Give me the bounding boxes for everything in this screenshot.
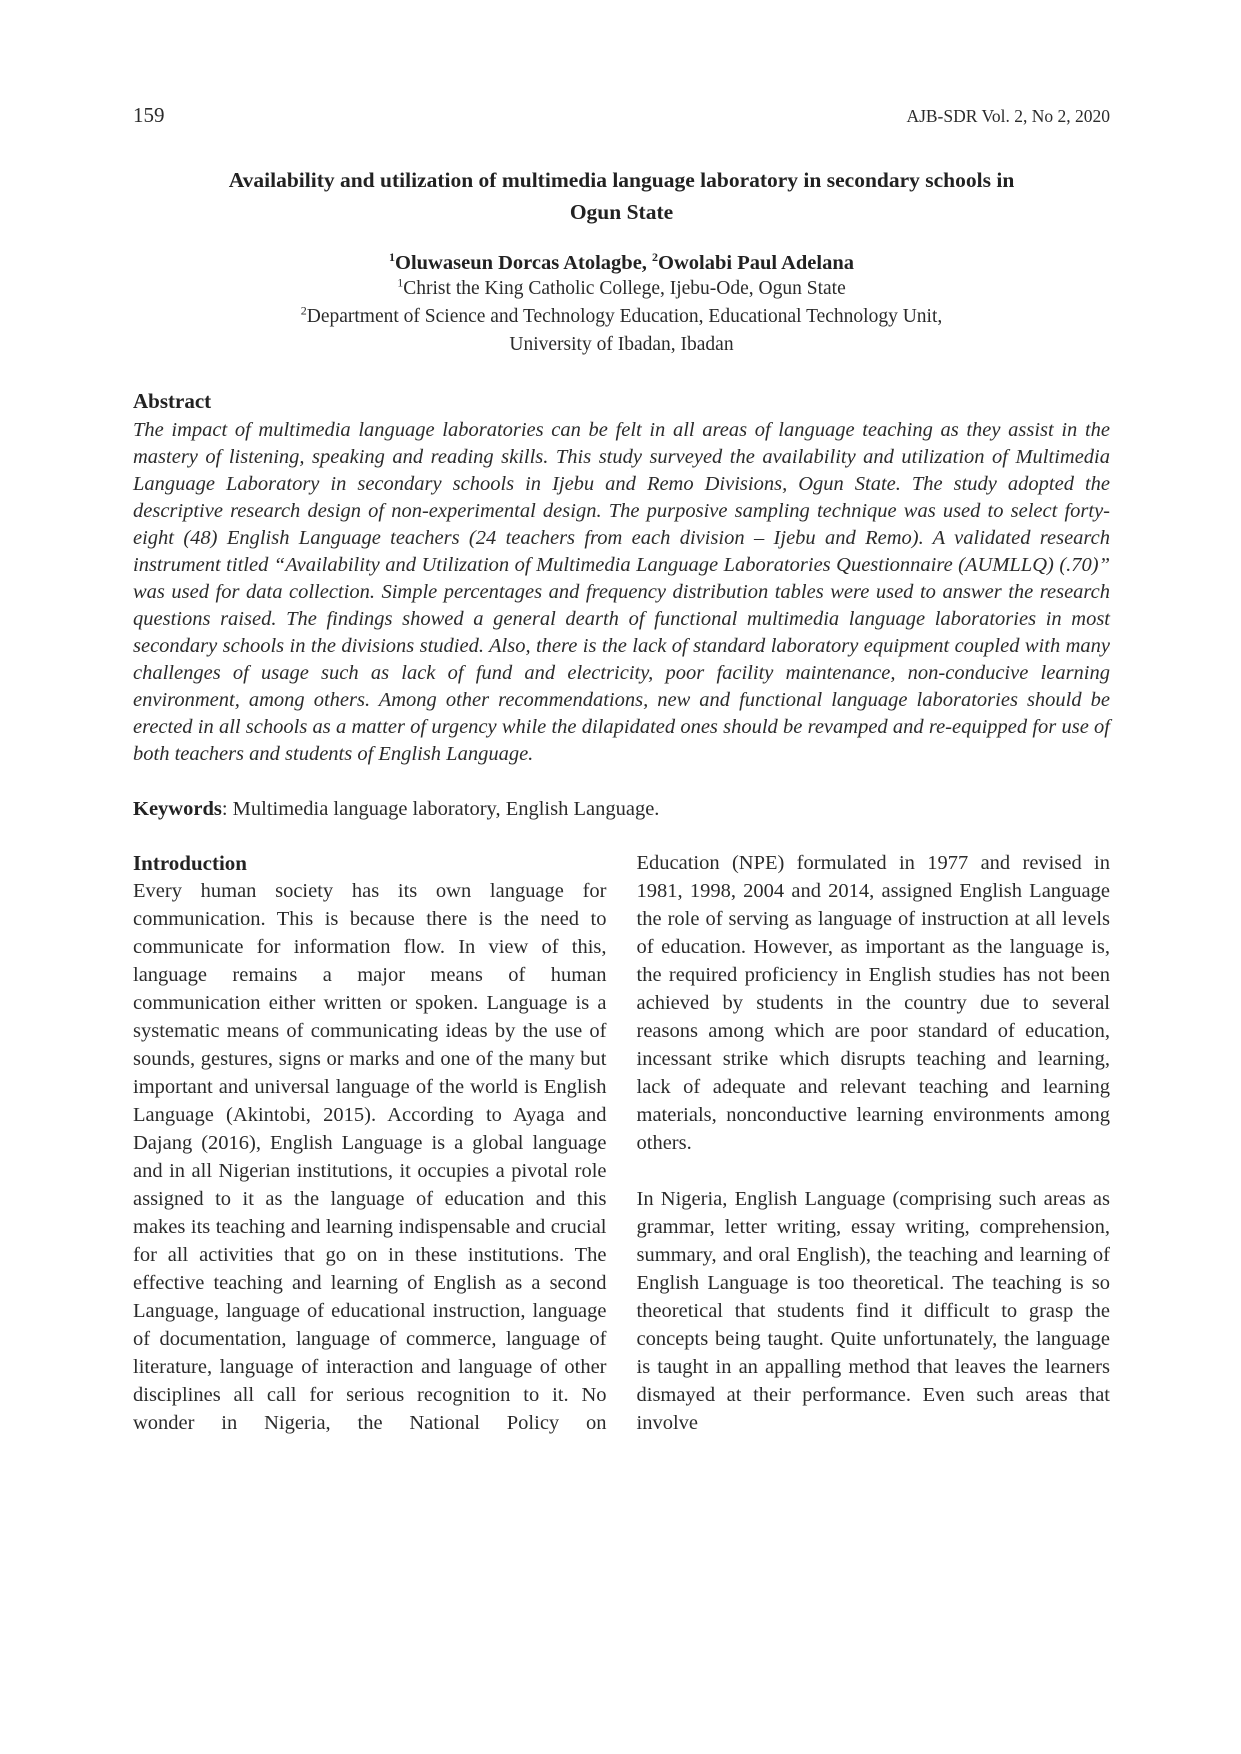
introduction-right-column bbox=[637, 849, 1111, 1437]
introduction-right-paragraph-2: In Nigeria, English Language (comprising such areas as grammar, letter writing, essay writing, comprehension, summary, and oral English), the teaching and learning of English Language is too theoretical. The teaching is so theoretical that students find it difficult to grasp the concepts being taught. Quite unfortunately, the language is taught in an appalling method that leaves the learners dismayed at their performance. Even such areas that involve bbox=[636, 1188, 1110, 1434]
abstract-heading: Abstract bbox=[133, 389, 212, 413]
authors-line bbox=[133, 252, 1110, 275]
author-2-name: Owolabi Paul Adelana bbox=[658, 252, 854, 274]
introduction-section bbox=[133, 849, 1110, 1437]
introduction-heading: Introduction bbox=[133, 851, 247, 875]
author-2-superscript: 2 bbox=[652, 250, 659, 265]
author-1-superscript: 1 bbox=[389, 250, 396, 265]
affiliation-2 bbox=[133, 303, 1110, 331]
abstract-body: The impact of multimedia language laboratories can be felt in all areas of language teaching as they assist in the mastery of listening, speaking and reading skills. This study surveyed the availability and utilization of Multimedia Language Laboratory in secondary schools in Ijebu and Remo Divisions, Ogun State. The study adopted the descriptive research design of non-experimental design. The purposive sampling technique was used to select forty-eight (48) English Language teachers (24 teachers from each division – Ijebu and Remo). A validated research instrument titled “Availability and Utilization of Multimedia Language Laboratories Questionnaire (AUMLLQ) (.70)” was used for data collection. Simple percentages and frequency distribution tables were used to answer the research questions raised. The findings showed a general dearth of functional multimedia language laboratories in most secondary schools in the divisions studied. Also, there is the lack of standard laboratory equipment coupled with many challenges of usage such as lack of fund and electricity, poor facility maintenance, non-conducive learning environment, among others. Among other recommendations, new and functional language laboratories should be erected in all schools as a matter of urgency while the dilapidated ones should be revamped and re-equipped for use of both teachers and students of English Language. bbox=[133, 419, 1110, 765]
page-number: 159 bbox=[133, 103, 165, 127]
article-title bbox=[133, 164, 1110, 228]
affiliation-1-text: Christ the King Catholic College, Ijebu-Ode, Ogun State bbox=[403, 278, 846, 299]
keywords-line bbox=[133, 798, 1110, 821]
affiliation-1-superscript: 1 bbox=[397, 275, 404, 290]
page-header bbox=[133, 103, 1110, 128]
keywords-text: : Multimedia language laboratory, English Language. bbox=[221, 798, 660, 820]
introduction-right-paragraph-1: Education (NPE) formulated in 1977 and revised in 1981, 1998, 2004 and 2014, assigned English Language the role of serving as language of instruction at all levels of education. However, as important as the language is, the required proficiency in English studies has not been achieved by students in the country due to several reasons among which are poor standard of education, incessant strike which disrupts teaching and learning, lack of adequate and relevant teaching and learning materials, nonconductive learning environments among others. bbox=[636, 852, 1110, 1154]
affiliation-2-text: Department of Science and Technology Education, Educational Technology Unit, bbox=[306, 306, 943, 327]
abstract-section bbox=[133, 389, 1110, 768]
author-1-name: Oluwaseun Dorcas Atolagbe, bbox=[395, 252, 647, 274]
affiliation-2-superscript: 2 bbox=[300, 303, 307, 318]
affiliation-1 bbox=[133, 275, 1110, 303]
article-title-line-2: Ogun State bbox=[569, 200, 674, 224]
keywords-label: Keywords bbox=[133, 798, 222, 820]
article-title-line-1: Availability and utilization of multimedia language laboratory in secondary schools in bbox=[228, 168, 1015, 192]
introduction-left-paragraph: Every human society has its own language for communication. This is because there is the need to communicate for information flow. In view of this, language remains a major means of human communication either written or spoken. Language is a systematic means of communicating ideas by the use of sounds, gestures, signs or marks and one of the many but important and universal language of the world is English Language (Akintobi, 2015). According to Ayaga and Dajang (2016), English Language is a global language and in all Nigerian institutions, it occupies a pivotal role assigned to it as the language of education and this makes its teaching and learning indispensable and crucial for all activities that go on in these institutions. The effective teaching and learning of English as a second Language, language of educational instruction, language of documentation, language of commerce, language of literature, language of interaction and language of other disciplines all call for serious recognition to it. No wonder in Nigeria, the National Policy on bbox=[133, 880, 607, 1434]
journal-reference: AJB-SDR Vol. 2, No 2, 2020 bbox=[906, 106, 1110, 126]
affiliation-3: University of Ibadan, Ibadan bbox=[509, 334, 734, 355]
affiliations bbox=[133, 275, 1110, 359]
introduction-left-column bbox=[133, 849, 607, 1437]
